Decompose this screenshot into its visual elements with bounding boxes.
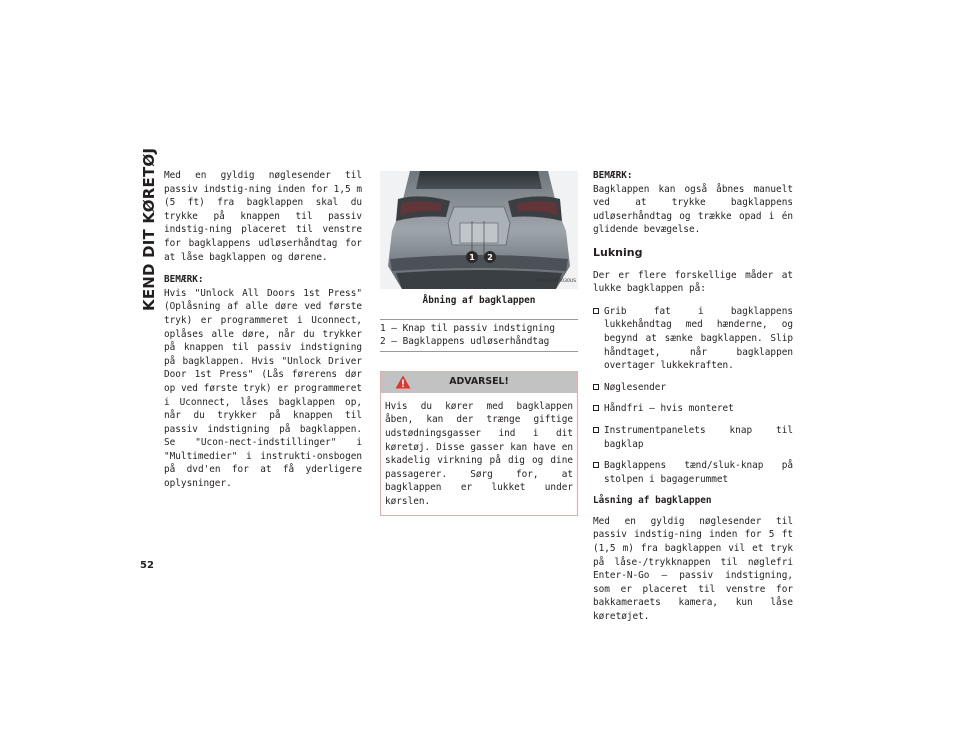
note-manual-open xyxy=(593,169,793,237)
figure-code: M0310000030US xyxy=(537,279,576,285)
note-label: BEMÆRK: xyxy=(593,170,633,181)
checkbox-bullet-icon xyxy=(593,405,599,411)
list-item: Nøglesender xyxy=(593,381,793,395)
page-number: 52 xyxy=(140,560,154,571)
checkbox-bullet-icon xyxy=(593,384,599,390)
warning-triangle-icon xyxy=(395,375,411,389)
liftgate-figure xyxy=(380,171,578,289)
figure-caption: Åbning af bagklappen xyxy=(422,295,536,306)
note-text: Hvis "Unlock All Doors 1st Press" (Oplåsning af alle døre ved første tryk) er programmeret i Uconnect, oplåses alle døre, når du trykker på knappen til passiv indstigning på bagklappen. Hvis "Unlock Driver Door 1st Press" (Lås førerens dør op ved første tryk) er programmeret i Uconnect, låses bagklappen op, når du trykker på knappen til passiv indstigning på bagklappen. Se "Ucon-nect-indstillinger" i "Multimedier" i instrukti-onsbogen på dvd'en for at få yderligere oplysninger. xyxy=(164,287,362,490)
checkbox-bullet-icon xyxy=(593,308,599,314)
note-text: Bagklappen kan også åbnes manuelt ved at trykke bagklappens udløserhåndtag og trække opad i én glidende bevægelse. xyxy=(593,183,793,236)
warning-text: Hvis du kører med bagklappen åben, kan der trænge giftige udstødningsgasser ind i dit køretøj. Disse gasser kan have en skadelig virkning på dig og dine passagerer. Sørg for, at bagklappen er lukket under kørslen. xyxy=(385,400,573,507)
warning-box xyxy=(380,371,578,516)
paragraph-locking: Med en gyldig nøglesender til passiv indstig-ning inden for 5 ft (1,5 m) fra bagklappen vil et tryk på låse-/trykknappen til nøglefri Enter-N-Go – passiv indstigning, som er placeret til venstre for bakkameraets kamera, kun låse køretøjet. xyxy=(593,515,793,623)
closing-methods-list xyxy=(593,305,793,487)
checkbox-bullet-icon xyxy=(593,462,599,468)
warning-header xyxy=(381,372,577,393)
closing-intro: Der er flere forskellige måder at lukke bagklappen på: xyxy=(593,269,793,295)
liftgate-illustration xyxy=(380,171,578,289)
column-middle xyxy=(380,171,578,516)
chapter-side-title: KEND DIT KØRETØJ xyxy=(140,147,158,311)
callout-1: 1 xyxy=(469,253,475,262)
figure-legend xyxy=(380,319,578,352)
sub-heading-locking: Låsning af bagklappen xyxy=(593,495,712,507)
legend-item-1: 1 – Knap til passiv indstigning xyxy=(380,322,555,334)
column-left xyxy=(164,169,362,500)
column-right xyxy=(593,169,793,633)
paragraph-passive-entry: Med en gyldig nøglesender til passiv indstig-ning inden for 1,5 m (5 ft) fra bagklappen skal du trykke på knappen til passiv indstig-ning placeret til venstre for bagklappens udløserhåndtag for at låse bagklappen og dørene. xyxy=(164,170,362,263)
checkbox-bullet-icon xyxy=(593,427,599,433)
warning-title: ADVARSEL! xyxy=(449,376,509,388)
note-block xyxy=(164,273,362,491)
list-item: Håndfri – hvis monteret xyxy=(593,402,793,416)
list-item: Grib fat i bagklappens lukkehåndtag med hænderne, og begynd at sænke bagklappen. Slip håndtaget, når bagklappen overtager lukkekraften. xyxy=(593,305,793,373)
note-label: BEMÆRK: xyxy=(164,274,204,286)
list-item: Instrumentpanelets knap til bagklap xyxy=(593,424,793,451)
callout-2: 2 xyxy=(487,253,493,262)
legend-item-2: 2 – Bagklappens udløserhåndtag xyxy=(380,336,550,348)
section-heading-closing: Lukning xyxy=(593,245,643,259)
list-item: Bagklappens tænd/sluk-knap på stolpen i bagagerummet xyxy=(593,459,793,486)
warning-body xyxy=(381,393,577,515)
